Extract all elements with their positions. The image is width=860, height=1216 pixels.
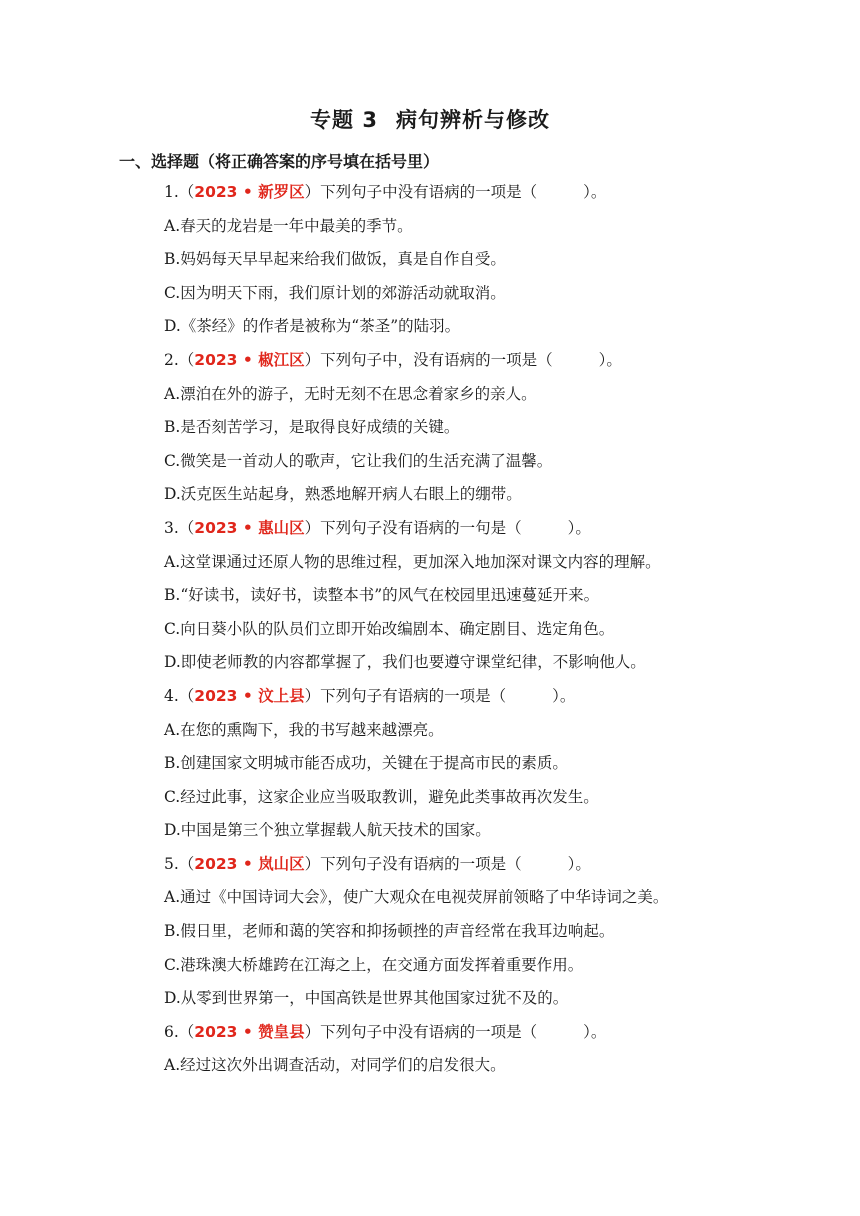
- question-text: ）下列句子有语病的一项是（: [304, 686, 507, 705]
- section-heading: 一、选择题（将正确答案的序号填在括号里）: [119, 152, 440, 171]
- option: A.通过《中国诗词大会》，使广大观众在电视荧屏前领略了中华诗词之美。: [164, 888, 669, 907]
- question-text: ）下列句子中，没有语病的一项是（: [304, 350, 553, 369]
- page-title: [0, 104, 860, 134]
- question-source: 2023 • 岚山区: [194, 854, 305, 873]
- question-list: [164, 176, 824, 1083]
- question-text: ）下列句子中没有语病的一项是（: [304, 183, 538, 201]
- question-number: 5.（: [164, 854, 195, 873]
- title-name: 病句辨析与修改: [395, 108, 550, 132]
- question-text: ）下列句子没有语病的一项是（: [304, 854, 522, 873]
- option: C.港珠澳大桥雄跨在江海之上，在交通方面发挥着重要作用。: [164, 955, 584, 974]
- question-stem: [164, 1016, 824, 1050]
- option: D.《茶经》的作者是被称为“茶圣”的陆羽。: [164, 317, 461, 336]
- option: A.漂泊在外的游子，无时无刻不在思念着家乡的亲人。: [164, 384, 537, 403]
- question-end: ）。: [583, 183, 607, 201]
- question-stem: [164, 848, 824, 882]
- question-number: 1.（: [164, 183, 195, 201]
- question-number: 6.（: [164, 1022, 195, 1041]
- question-text: ）下列句子没有语病的一句是（: [304, 518, 522, 537]
- question-number: 4.（: [164, 686, 195, 705]
- option: A.在您的熏陶下，我的书写越来越漂亮。: [164, 720, 444, 739]
- option: B.创建国家文明城市能否成功，关键在于提高市民的素质。: [164, 754, 568, 773]
- option: C.因为明天下雨，我们原计划的郊游活动就取消。: [164, 283, 506, 302]
- question-end: ）。: [583, 1022, 607, 1041]
- question-source: 2023 • 赞皇县: [194, 1022, 305, 1041]
- question-source: 2023 • 惠山区: [194, 518, 305, 537]
- option: C.向日葵小队的队员们立即开始改编剧本、确定剧目、选定角色。: [164, 619, 615, 638]
- question-end: ）。: [598, 350, 622, 369]
- question-end: ）。: [552, 686, 576, 705]
- title-topic: 专题 3: [310, 108, 378, 132]
- question-source: 2023 • 汶上县: [194, 686, 305, 705]
- question-stem: [164, 680, 824, 714]
- question-stem: [164, 512, 824, 546]
- question-source: 2023 • 椒江区: [194, 350, 305, 369]
- option: D.中国是第三个独立掌握载人航天技术的国家。: [164, 821, 491, 840]
- option: B.假日里，老师和蔼的笑容和抑扬顿挫的声音经常在我耳边响起。: [164, 922, 615, 941]
- option: A.春天的龙岩是一年中最美的季节。: [164, 216, 413, 235]
- option: D.沃克医生站起身，熟悉地解开病人右眼上的绷带。: [164, 485, 522, 504]
- option: B.是否刻苦学习，是取得良好成绩的关键。: [164, 418, 460, 437]
- question-number: 2.（: [164, 350, 195, 369]
- question-text: ）下列句子中没有语病的一项是（: [304, 1022, 538, 1041]
- option: C.微笑是一首动人的歌声，它让我们的生活充满了温馨。: [164, 451, 553, 470]
- question-stem: [164, 176, 824, 210]
- option: B.妈妈每天早早起来给我们做饭，真是自作自受。: [164, 250, 506, 269]
- question-number: 3.（: [164, 518, 195, 537]
- question-end: ）。: [567, 854, 591, 873]
- option: D.从零到世界第一，中国高铁是世界其他国家过犹不及的。: [164, 989, 569, 1008]
- option: C.经过此事，这家企业应当吸取教训，避免此类事故再次发生。: [164, 787, 599, 806]
- option: A.经过这次外出调查活动，对同学们的启发很大。: [164, 1056, 506, 1075]
- question-end: ）。: [567, 518, 591, 537]
- question-stem: [164, 344, 824, 378]
- option: D.即使老师教的内容都掌握了，我们也要遵守课堂纪律，不影响他人。: [164, 653, 646, 672]
- question-source: 2023 • 新罗区: [194, 183, 305, 201]
- option: A.这堂课通过还原人物的思维过程，更加深入地加深对课文内容的理解。: [164, 552, 661, 571]
- option: B.“好读书，读好书，读整本书”的风气在校园里迅速蔓延开来。: [164, 586, 600, 605]
